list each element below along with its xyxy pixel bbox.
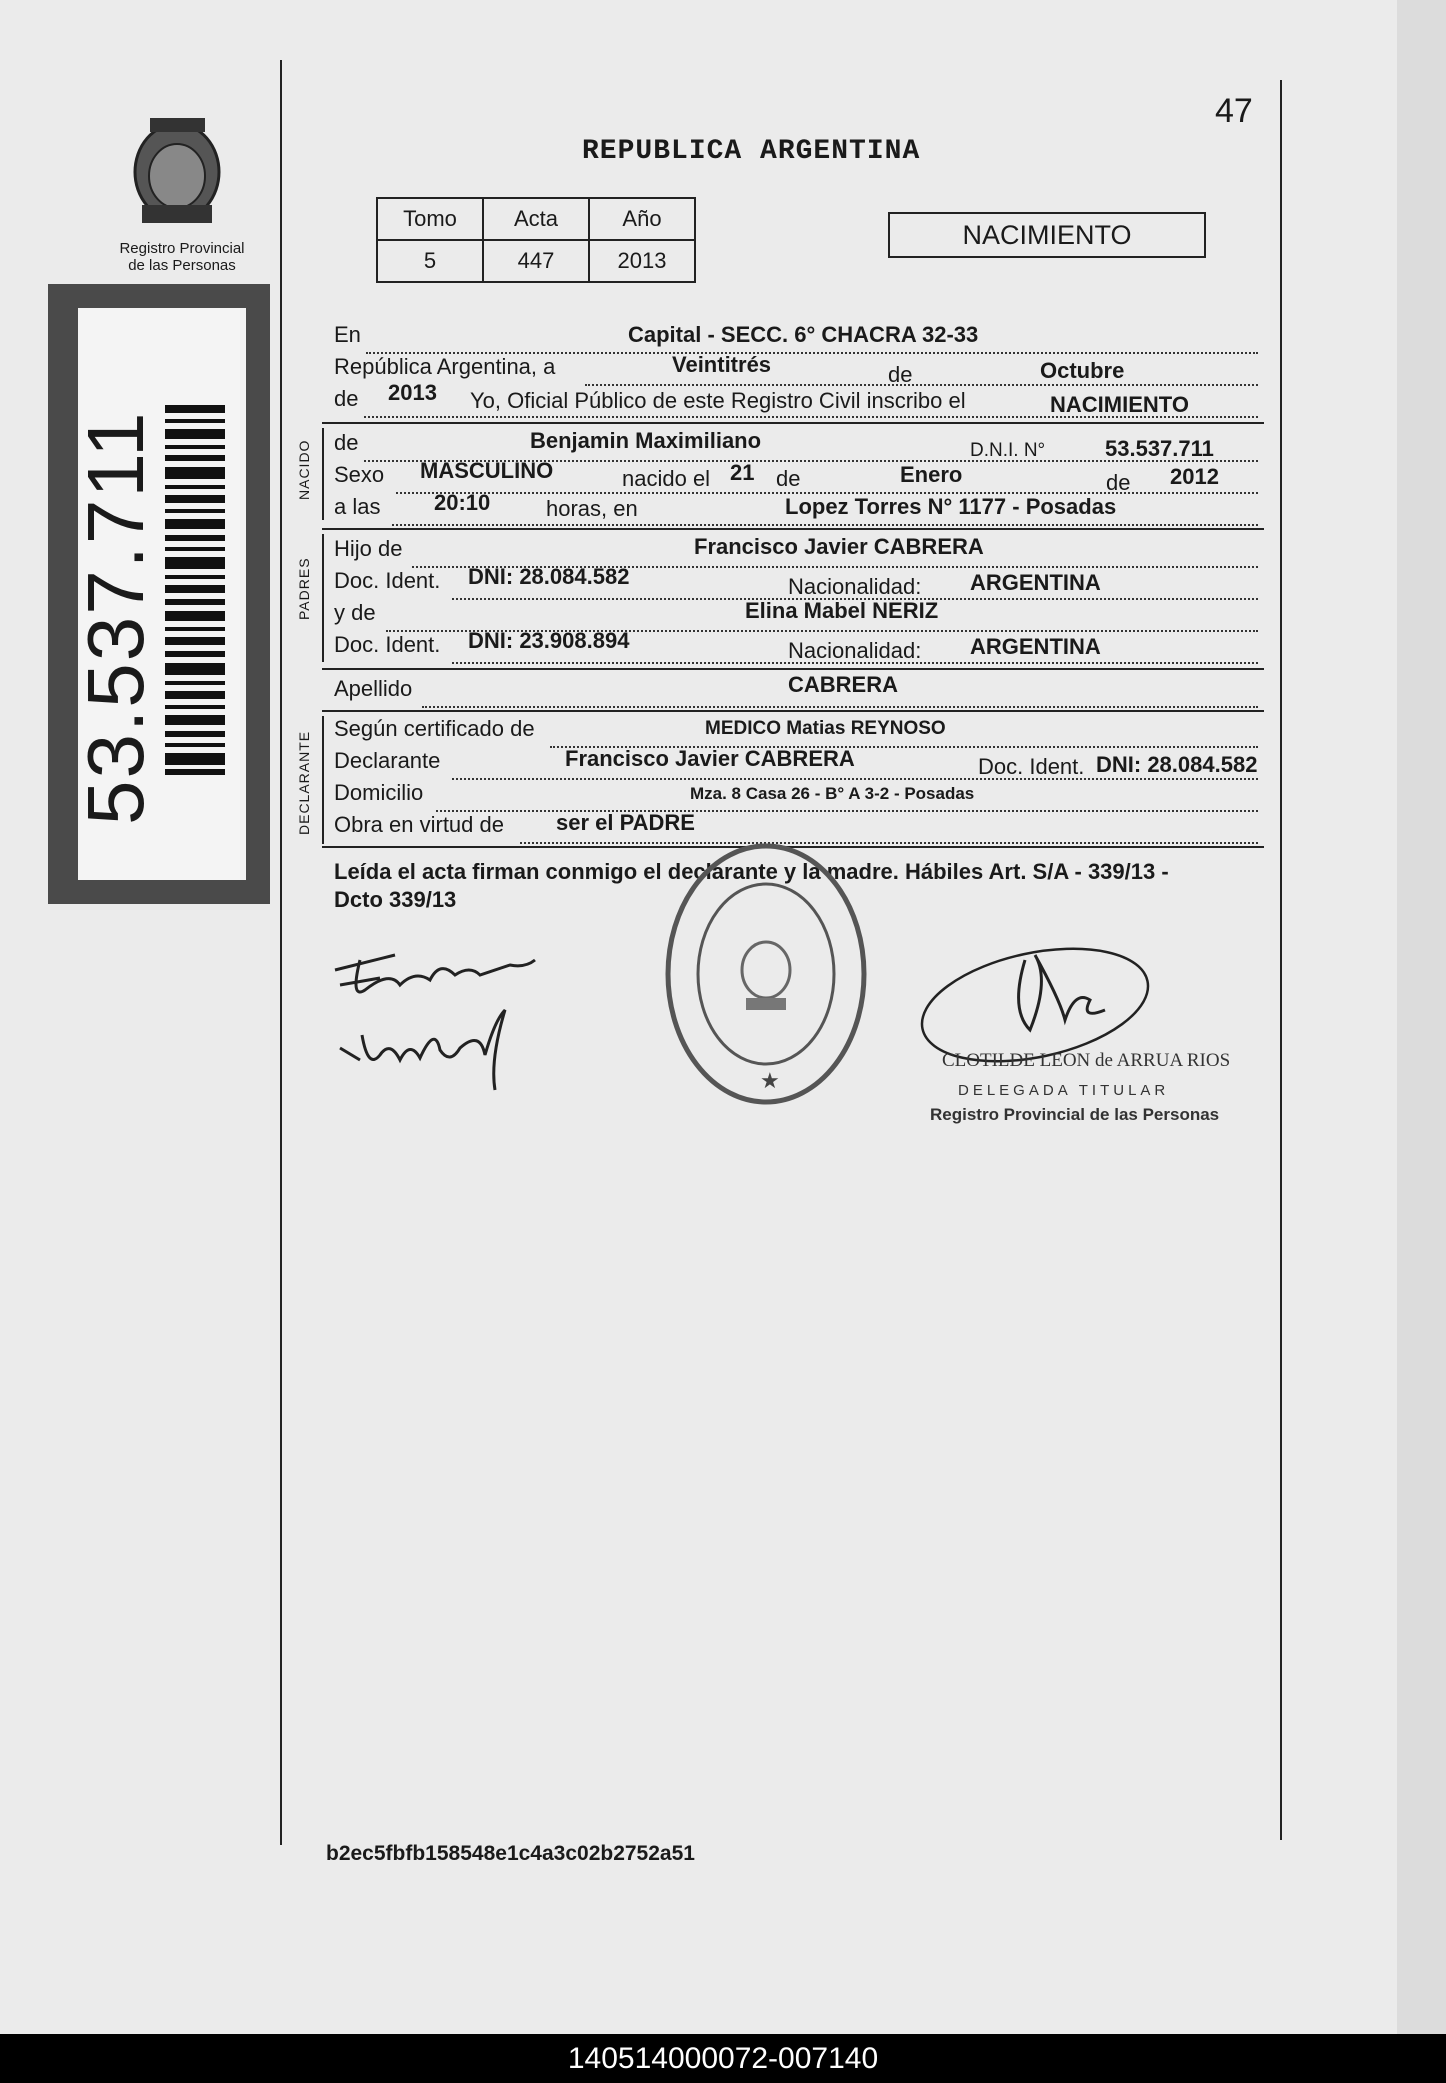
registry-line-2: de las Personas	[128, 257, 236, 274]
section-divider	[322, 710, 1264, 712]
barcode-bars-icon	[165, 405, 225, 775]
mother-doc-value: DNI: 23.908.894	[468, 628, 630, 653]
misiones-coat-of-arms-icon	[120, 110, 235, 235]
mother-name-value: Elina Mabel NERIZ	[745, 598, 939, 623]
name-label: de	[334, 430, 359, 455]
section-divider	[322, 422, 1264, 424]
domicilio-value: Mza. 8 Casa 26 - B° A 3-2 - Posadas	[690, 784, 975, 803]
oficial-text: Yo, Oficial Público de este Registro Civil inscribo el	[470, 388, 966, 413]
doc-ident-label-2: Doc. Ident.	[334, 632, 441, 657]
acta-value: 447	[483, 240, 589, 282]
footer-id-bar: 140514000072-007140	[0, 2034, 1446, 2083]
horas-label: horas, en	[546, 496, 638, 521]
birthplace-value: Lopez Torres N° 1177 - Posadas	[785, 494, 1117, 519]
page-edge	[1397, 0, 1446, 2034]
domicilio-label: Domicilio	[334, 780, 424, 805]
page-number: 47	[1215, 92, 1253, 130]
father-doc-value: DNI: 28.084.582	[468, 564, 630, 589]
hijo-label: Hijo de	[334, 536, 403, 561]
svg-text:★: ★	[760, 1069, 780, 1094]
anio-value: 2013	[589, 240, 695, 282]
sexo-value: MASCULINO	[420, 458, 554, 483]
delegate-title: DELEGADA TITULAR	[958, 1082, 1170, 1099]
en-label: En	[334, 322, 361, 347]
closing-line-1: Leída el acta firman conmigo el declarante y la madre. Hábiles Art. S/A - 339/13 -	[334, 859, 1169, 884]
section-bar	[322, 428, 324, 520]
nacionalidad-label-2: Nacionalidad:	[788, 638, 922, 663]
section-divider	[322, 668, 1264, 670]
registry-line-1: Registro Provincial	[119, 240, 245, 257]
delegate-organization: Registro Provincial de las Personas	[930, 1105, 1220, 1124]
left-frame-line	[280, 60, 282, 1845]
mother-nationality-value: ARGENTINA	[970, 634, 1101, 659]
apellido-label: Apellido	[334, 676, 413, 701]
section-divider	[322, 528, 1264, 530]
yde-label: y de	[334, 600, 376, 625]
republica-label: República Argentina, a	[334, 354, 556, 379]
birth-month-value: Enero	[900, 462, 963, 487]
nacionalidad-label-1: Nacionalidad:	[788, 574, 922, 599]
child-dni-value: 53.537.711	[1105, 436, 1214, 461]
sexo-label: Sexo	[334, 462, 385, 487]
day-value: Veintitrés	[672, 352, 772, 377]
col-header-acta: Acta	[483, 198, 589, 240]
inscribe-value: NACIMIENTO	[1050, 392, 1189, 417]
father-name-value: Francisco Javier CABRERA	[694, 534, 984, 559]
certificate-value: MEDICO Matias REYNOSO	[705, 718, 946, 739]
col-header-anio: Año	[589, 198, 695, 240]
section-label-padres: PADRES	[296, 557, 312, 620]
section-bar	[322, 534, 324, 662]
document-hash: b2ec5fbfb158548e1c4a3c02b2752a51	[326, 1842, 695, 1865]
location-value: Capital - SECC. 6° CHACRA 32-33	[628, 322, 979, 347]
registry-name	[112, 240, 252, 274]
decl-doc-label: Doc. Ident.	[978, 754, 1085, 779]
act-type-box: NACIMIENTO	[888, 212, 1206, 258]
right-frame-line	[1280, 80, 1282, 1840]
declarante-doc-value: DNI: 28.084.582	[1096, 752, 1258, 777]
closing-line-2: Dcto 339/13	[334, 887, 457, 912]
apellido-value: CABRERA	[788, 672, 898, 697]
document-title: REPUBLICA ARGENTINA	[582, 136, 921, 167]
delegate-signature	[915, 940, 1165, 1100]
declarante-value: Francisco Javier CABRERA	[565, 746, 855, 771]
barcode-number: 53.537.711	[71, 410, 160, 825]
section-label-declarante: DECLARANTE	[296, 730, 312, 835]
alas-label: a las	[334, 494, 381, 519]
col-header-tomo: Tomo	[377, 198, 483, 240]
year-value: 2013	[388, 380, 437, 405]
child-name-value: Benjamin Maximiliano	[530, 428, 762, 453]
dni-label: D.N.I. N°	[970, 440, 1046, 461]
de-label: de	[888, 362, 913, 387]
section-label-nacido: NACIDO	[296, 439, 312, 500]
official-stamp-seal	[660, 838, 872, 1110]
obra-value: ser el PADRE	[556, 810, 695, 835]
doc-ident-label-1: Doc. Ident.	[334, 568, 441, 593]
declarante-label: Declarante	[334, 748, 441, 773]
nacido-label: nacido el	[622, 466, 711, 491]
de-label-4: de	[1106, 470, 1131, 495]
tomo-value: 5	[377, 240, 483, 282]
de-label-3: de	[776, 466, 801, 491]
section-bar	[322, 716, 324, 844]
de-label-2: de	[334, 386, 359, 411]
delegate-name: CLOTILDE LEON de ARRUA RIOS	[942, 1050, 1231, 1071]
certificado-label: Según certificado de	[334, 716, 535, 741]
time-value: 20:10	[434, 490, 491, 515]
birth-year-value: 2012	[1170, 464, 1219, 489]
obra-label: Obra en virtud de	[334, 812, 504, 837]
handwritten-signatures	[320, 930, 560, 1100]
father-nationality-value: ARGENTINA	[970, 570, 1101, 595]
birth-day-value: 21	[730, 460, 755, 485]
month-value: Octubre	[1040, 358, 1125, 383]
tomo-acta-table	[376, 197, 696, 283]
